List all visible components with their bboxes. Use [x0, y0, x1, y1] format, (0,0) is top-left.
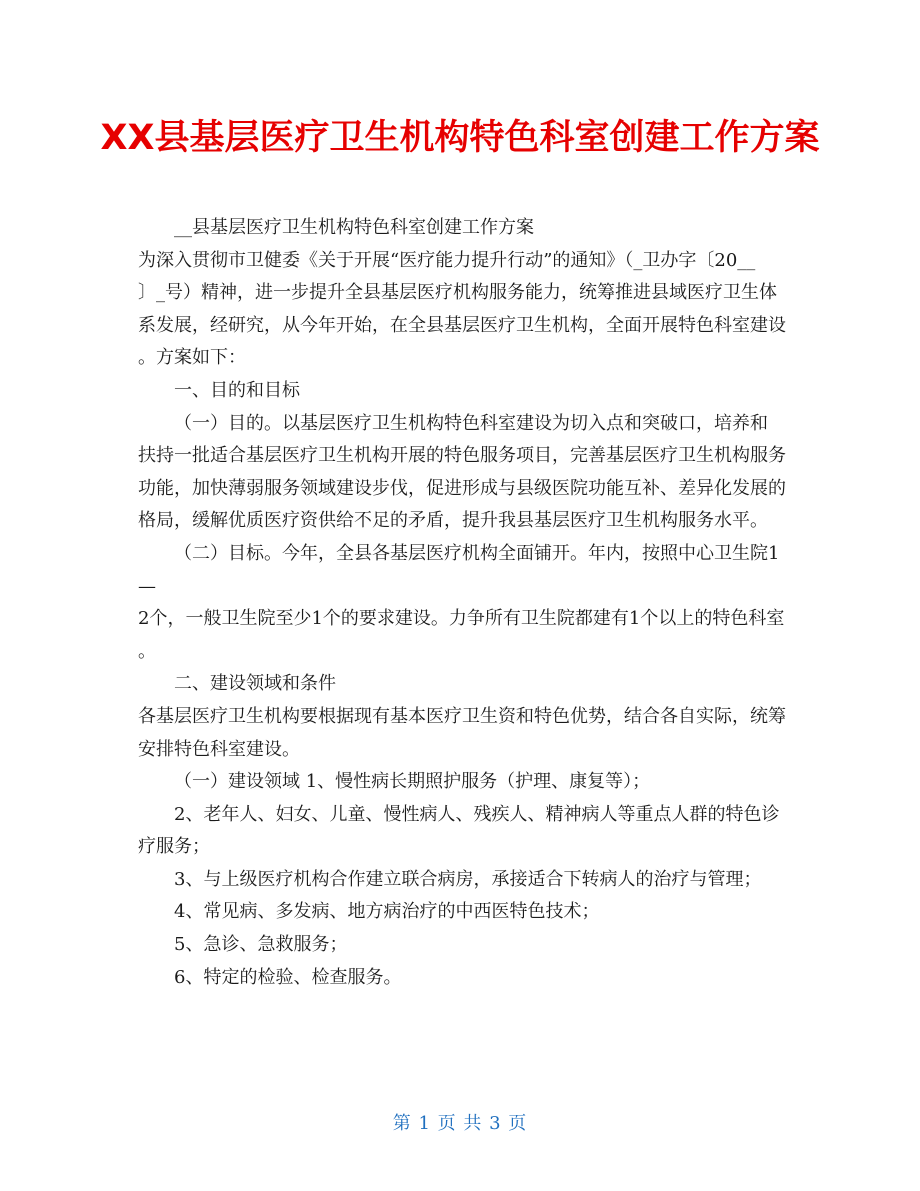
document-body — [138, 212, 788, 994]
body-line: 疗服务； — [138, 836, 210, 858]
body-line: （一）目的。以基层医疗卫生机构特色科室建设为切入点和突破口，培养和 — [174, 412, 768, 434]
body-line: 5、急诊、急救服务； — [174, 934, 348, 956]
page-number: 第 1 页 共 3 页 — [392, 1113, 528, 1134]
body-line: 为深入贯彻市卫健委《关于开展“医疗能力提升行动”的通知》（_卫办字〔20__ — [138, 249, 756, 271]
body-line: — — [138, 575, 156, 597]
section-heading: 一、目的和目标 — [174, 379, 300, 401]
document-title: XX县基层医疗卫生机构特色科室创建工作方案 — [100, 118, 820, 158]
body-line: 安排特色科室建设。 — [138, 738, 300, 760]
body-line: 4、常见病、多发病、地方病治疗的中西医特色技术； — [174, 901, 600, 923]
body-line: （二）目标。今年，全县各基层医疗机构全面铺开。年内，按照中心卫生院1 — [174, 542, 780, 564]
body-line: 〕_号）精神，进一步提升全县基层医疗机构服务能力，统筹推进县域医疗卫生体 — [138, 282, 777, 304]
body-line: 系发展，经研究，从今年开始，在全县基层医疗卫生机构，全面开展特色科室建设 — [138, 314, 786, 336]
body-line: （一）建设领域 1、慢性病长期照护服务（护理、康复等）； — [174, 771, 651, 793]
body-line: 各基层医疗卫生机构要根据现有基本医疗卫生资和特色优势，结合各自实际，统筹 — [138, 705, 786, 727]
body-line: 格局，缓解优质医疗资供给不足的矛盾，提升我县基层医疗卫生机构服务水平。 — [138, 510, 768, 532]
body-line: __县基层医疗卫生机构特色科室创建工作方案 — [174, 217, 534, 238]
body-line: 功能，加快薄弱服务领域建设步伐，促进形成与县级医院功能互补、差异化发展的 — [138, 477, 786, 499]
body-line: 扶持一批适合基层医疗卫生机构开展的特色服务项目，完善基层医疗卫生机构服务 — [138, 445, 786, 467]
body-line: 。 — [138, 640, 156, 662]
section-heading: 二、建设领域和条件 — [174, 673, 336, 695]
body-line: 6、特定的检验、检查服务。 — [174, 966, 402, 988]
body-line: 2个，一般卫生院至少1个的要求建设。力争所有卫生院都建有1个以上的特色科室 — [138, 608, 785, 630]
body-line: 3、与上级医疗机构合作建立联合病房，承接适合下转病人的治疗与管理； — [174, 868, 762, 890]
body-line: 。方案如下： — [138, 347, 246, 369]
body-line: 2、老年人、妇女、儿童、慢性病人、残疾人、精神病人等重点人群的特色诊 — [174, 803, 780, 825]
